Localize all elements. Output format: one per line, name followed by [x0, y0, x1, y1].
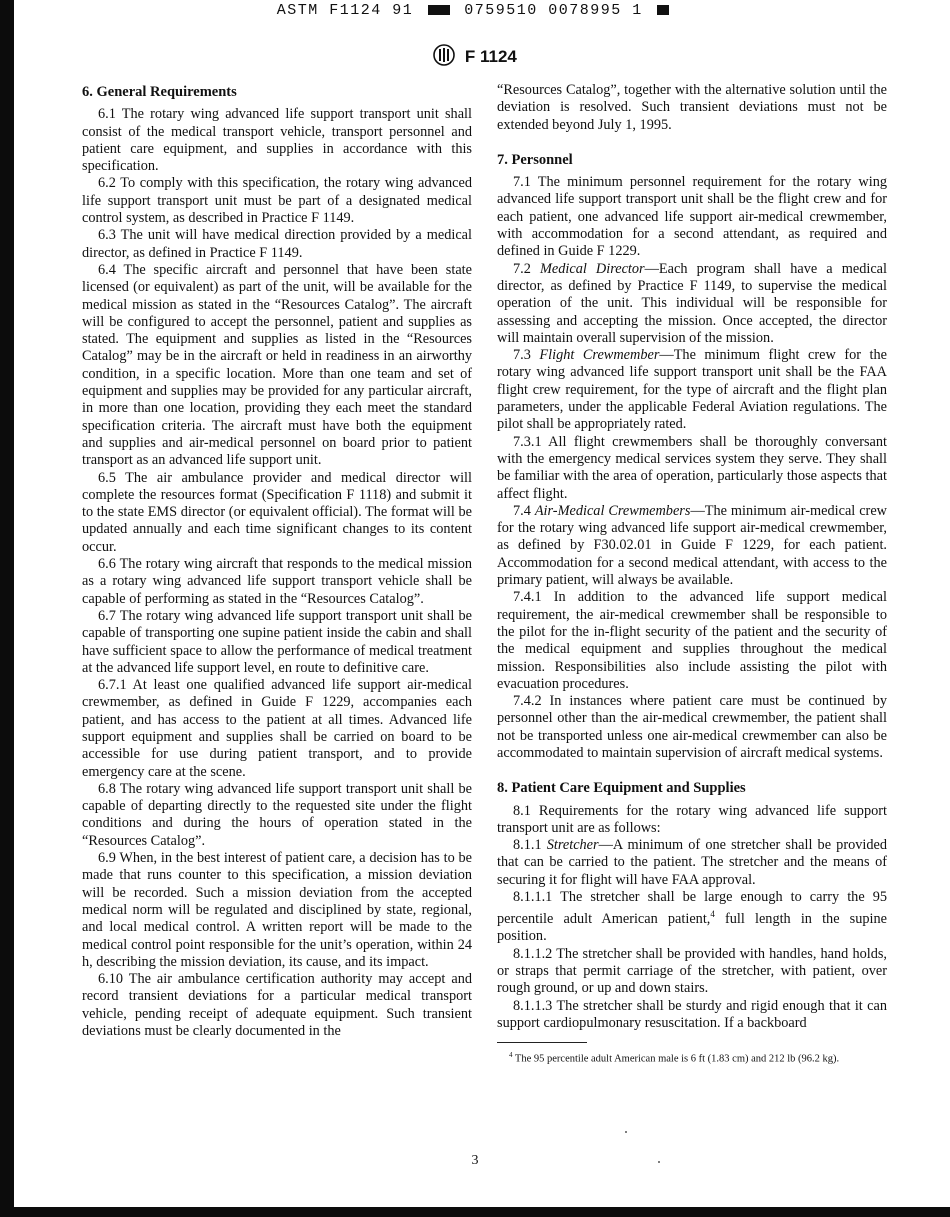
term: Air-Medical Crewmembers — [534, 502, 691, 519]
paragraph: 7.4.1 In addition to the advanced life support medical requirement, the air-medical crewmember shall be responsible to the pilot for the in-flight security of the patient and the security of the medical equipment and supplies throughout the medical mission. Responsibilities also include assisting the pilot with evacuation procedures. — [497, 589, 887, 692]
footnote: $^4$ The 95 percentile adult American male is 6 ft (1.83 cm) and 212 lb (96.2 kg). — [509, 1051, 840, 1065]
paragraph: 6.9 When, in the best interest of patient care, a decision has to be made that runs counter to this specification, a mission deviation will be recorded. Such a mission deviation from the accepted medical norm will be regulated and disciplined by state, regional, and local medical control. A written report will be made to the medical control point responsible for the unit’s operation, within 24 h, describing the mission deviation, its cause, and its impact. — [82, 850, 472, 970]
paragraph: 8.1.1.3 The stretcher shall be sturdy and rigid enough that it can support cardiopulmonary resuscitation. If a backboard — [497, 997, 887, 1031]
document-code-line — [0, 2, 950, 19]
code-block-mark — [657, 5, 669, 15]
scan-edge-left — [0, 0, 14, 1217]
paragraph: 8.1 Requirements for the rotary wing advanced life support transport unit are as follows: — [497, 802, 887, 836]
paragraph-continued: “Resources Catalog”, together with the alternative solution until the deviation is resolved. Such transient deviations must not be extended beyond July 1, 1995. — [497, 82, 887, 133]
section-heading: 8. Patient Care Equipment and Supplies — [497, 780, 746, 797]
code-block-mark — [428, 5, 450, 15]
paragraph: 8.1.1.2 The stretcher shall be provided with handles, hand holds, or straps that permit carriage of the stretcher, with patient, over rough ground, or up and down stairs. — [497, 945, 887, 997]
paragraph: 6.3 The unit will have medical direction provided by a medical director, as defined in Practice F 1149. — [82, 227, 472, 261]
paragraph: 7.2 Medical Director—Each program shall have a medical director, as defined by Practice F 1149, to supervise the medical operation of the unit. This individual will be responsible for assessing and accepting the mission. Once accepted, the director will maintain overall supervision of the mission. — [497, 260, 887, 346]
right-column — [497, 82, 887, 1066]
paragraph: 6.7.1 At least one qualified advanced life support air-medical crewmember, as defined in Guide F 1229, accompanies each patient, and has access to the patient at all times. Advanced life support equipment and supplies shall be carried on board to be accessible for use during patient transport, and to provide emergency care at the scene. — [82, 677, 472, 780]
paragraph: 7.3 Flight Crewmember—The minimum flight crew for the rotary wing advanced life support transport unit shall be the FAA flight crew requirement, for the type of aircraft and the flight plan parameters, under the applicable Federal Aviation regulations. The pilot shall be appropriately rated. — [497, 347, 888, 433]
footnote-rule — [497, 1042, 587, 1043]
paragraph: 7.4 Air-Medical Crewmembers—The minimum air-medical crew for the rotary wing advanced life support air-medical crewmember, as defined by F30.02.01 in Guide F 1229, for each patient. Accommodation for a second medical attendant, with access to the primary patient, will always be available. — [497, 502, 887, 589]
scan-edge-bottom — [0, 1207, 950, 1217]
code-part-2: 0759510 0078995 1 — [464, 2, 643, 19]
paragraph: 6.1 The rotary wing advanced life support transport unit shall consist of the medical transport vehicle, transport personnel and patient care equipment, and supplies in accordance with this specification. — [82, 106, 472, 175]
term: Flight Crewmember — [539, 347, 660, 364]
page-header — [0, 44, 950, 71]
page-number: 3 — [471, 1153, 479, 1168]
term: Medical Director — [539, 260, 645, 277]
section-heading: 6. General Requirements — [82, 84, 237, 100]
scan-speck — [658, 1161, 660, 1163]
section-heading: 7. Personnel — [497, 151, 573, 168]
astm-logo-icon — [433, 44, 455, 71]
paragraph: 7.1 The minimum personnel requirement for the rotary wing advanced life support transport unit shall be the flight crew and for each patient, one advanced life support air-medical crewmember, with accommodation for a second attendant, as required and defined in Guide F 1229. — [497, 174, 887, 260]
scan-speck — [625, 1131, 627, 1133]
paragraph: 8.1.1 Stretcher—A minimum of one stretcher shall be provided that can be carried to the patient. The stretcher and the means of securing it for flight will have FAA approval. — [497, 837, 887, 888]
paragraph: 7.4.2 In instances where patient care must be continued by personnel other than the air-medical crewmember, the patient shall not be transported unless one air-medical crewmember can also be accommodated to maintain supervision of aircraft medical systems. — [497, 693, 887, 761]
code-part-1: ASTM F1124 91 — [276, 2, 414, 19]
paragraph: 6.6 The rotary wing aircraft that responds to the medical mission as a rotary wing advanced life support transport vehicle shall be capable of performing as stated in the “Resources Catalog”. — [82, 556, 472, 607]
footnote-ref: 4 — [710, 909, 715, 920]
paragraph: 6.2 To comply with this specification, the rotary wing advanced life support transport unit must be part of a designated medical control system, as described in Practice F 1149. — [82, 175, 472, 227]
left-column — [82, 84, 472, 1040]
paragraph: 6.4 The specific aircraft and personnel that have been state licensed (or equivalent) as part of the unit, will be available for the medical mission as stated in the “Resources Catalog”. The aircraft will be configured to accept the personnel, patient and supplies as stated. The equipment and supplies as listed in the “Resources Catalog” may be in the aircraft or held in readiness in an airworthy condition, in a specific location. More than one team and set of equipment and supplies may be provided for any particular aircraft, in more than one location, providing they each meet the standard specification criteria. The aircraft must have both the equipment and supplies and air-medical personnel on board prior to patient transport as an advanced life support unit. — [82, 261, 472, 469]
paragraph: 6.5 The air ambulance provider and medical director will complete the resources format (Specification F 1118) and submit it to the state EMS director (or equivalent official). The format will be updated annually and each time significant changes to its content occur. — [82, 469, 472, 555]
paragraph: 6.7 The rotary wing advanced life support transport unit shall be capable of transporting one supine patient inside the cabin and shall have sufficient space to allow the performance of medical treatment at the advanced life support level, en route to definitive care. — [82, 607, 472, 676]
paragraph: 6.8 The rotary wing advanced life support transport unit shall be capable of departing directly to the requested site under the flight conditions and during the hours of operation stated in the “Resources Catalog”. — [82, 780, 472, 849]
paragraph: 7.3.1 All flight crewmembers shall be thoroughly conversant with the emergency medical services system they serve. They shall be familiar with the area of operation, particularly those aspects that affect flight. — [497, 433, 887, 502]
term: Stretcher — [546, 837, 599, 854]
paragraph: 6.10 The air ambulance certification authority may accept and record transient deviations for a particular medical transport vehicle, pending receipt of adequate equipment. Such transient deviations must be clearly documented in the — [82, 971, 472, 1040]
designation: F 1124 — [464, 46, 517, 66]
paragraph: 8.1.1.1 The stretcher shall be large enough to carry the 95 percentile adult American patient,$^4$ full length in the supine position. — [497, 889, 887, 945]
